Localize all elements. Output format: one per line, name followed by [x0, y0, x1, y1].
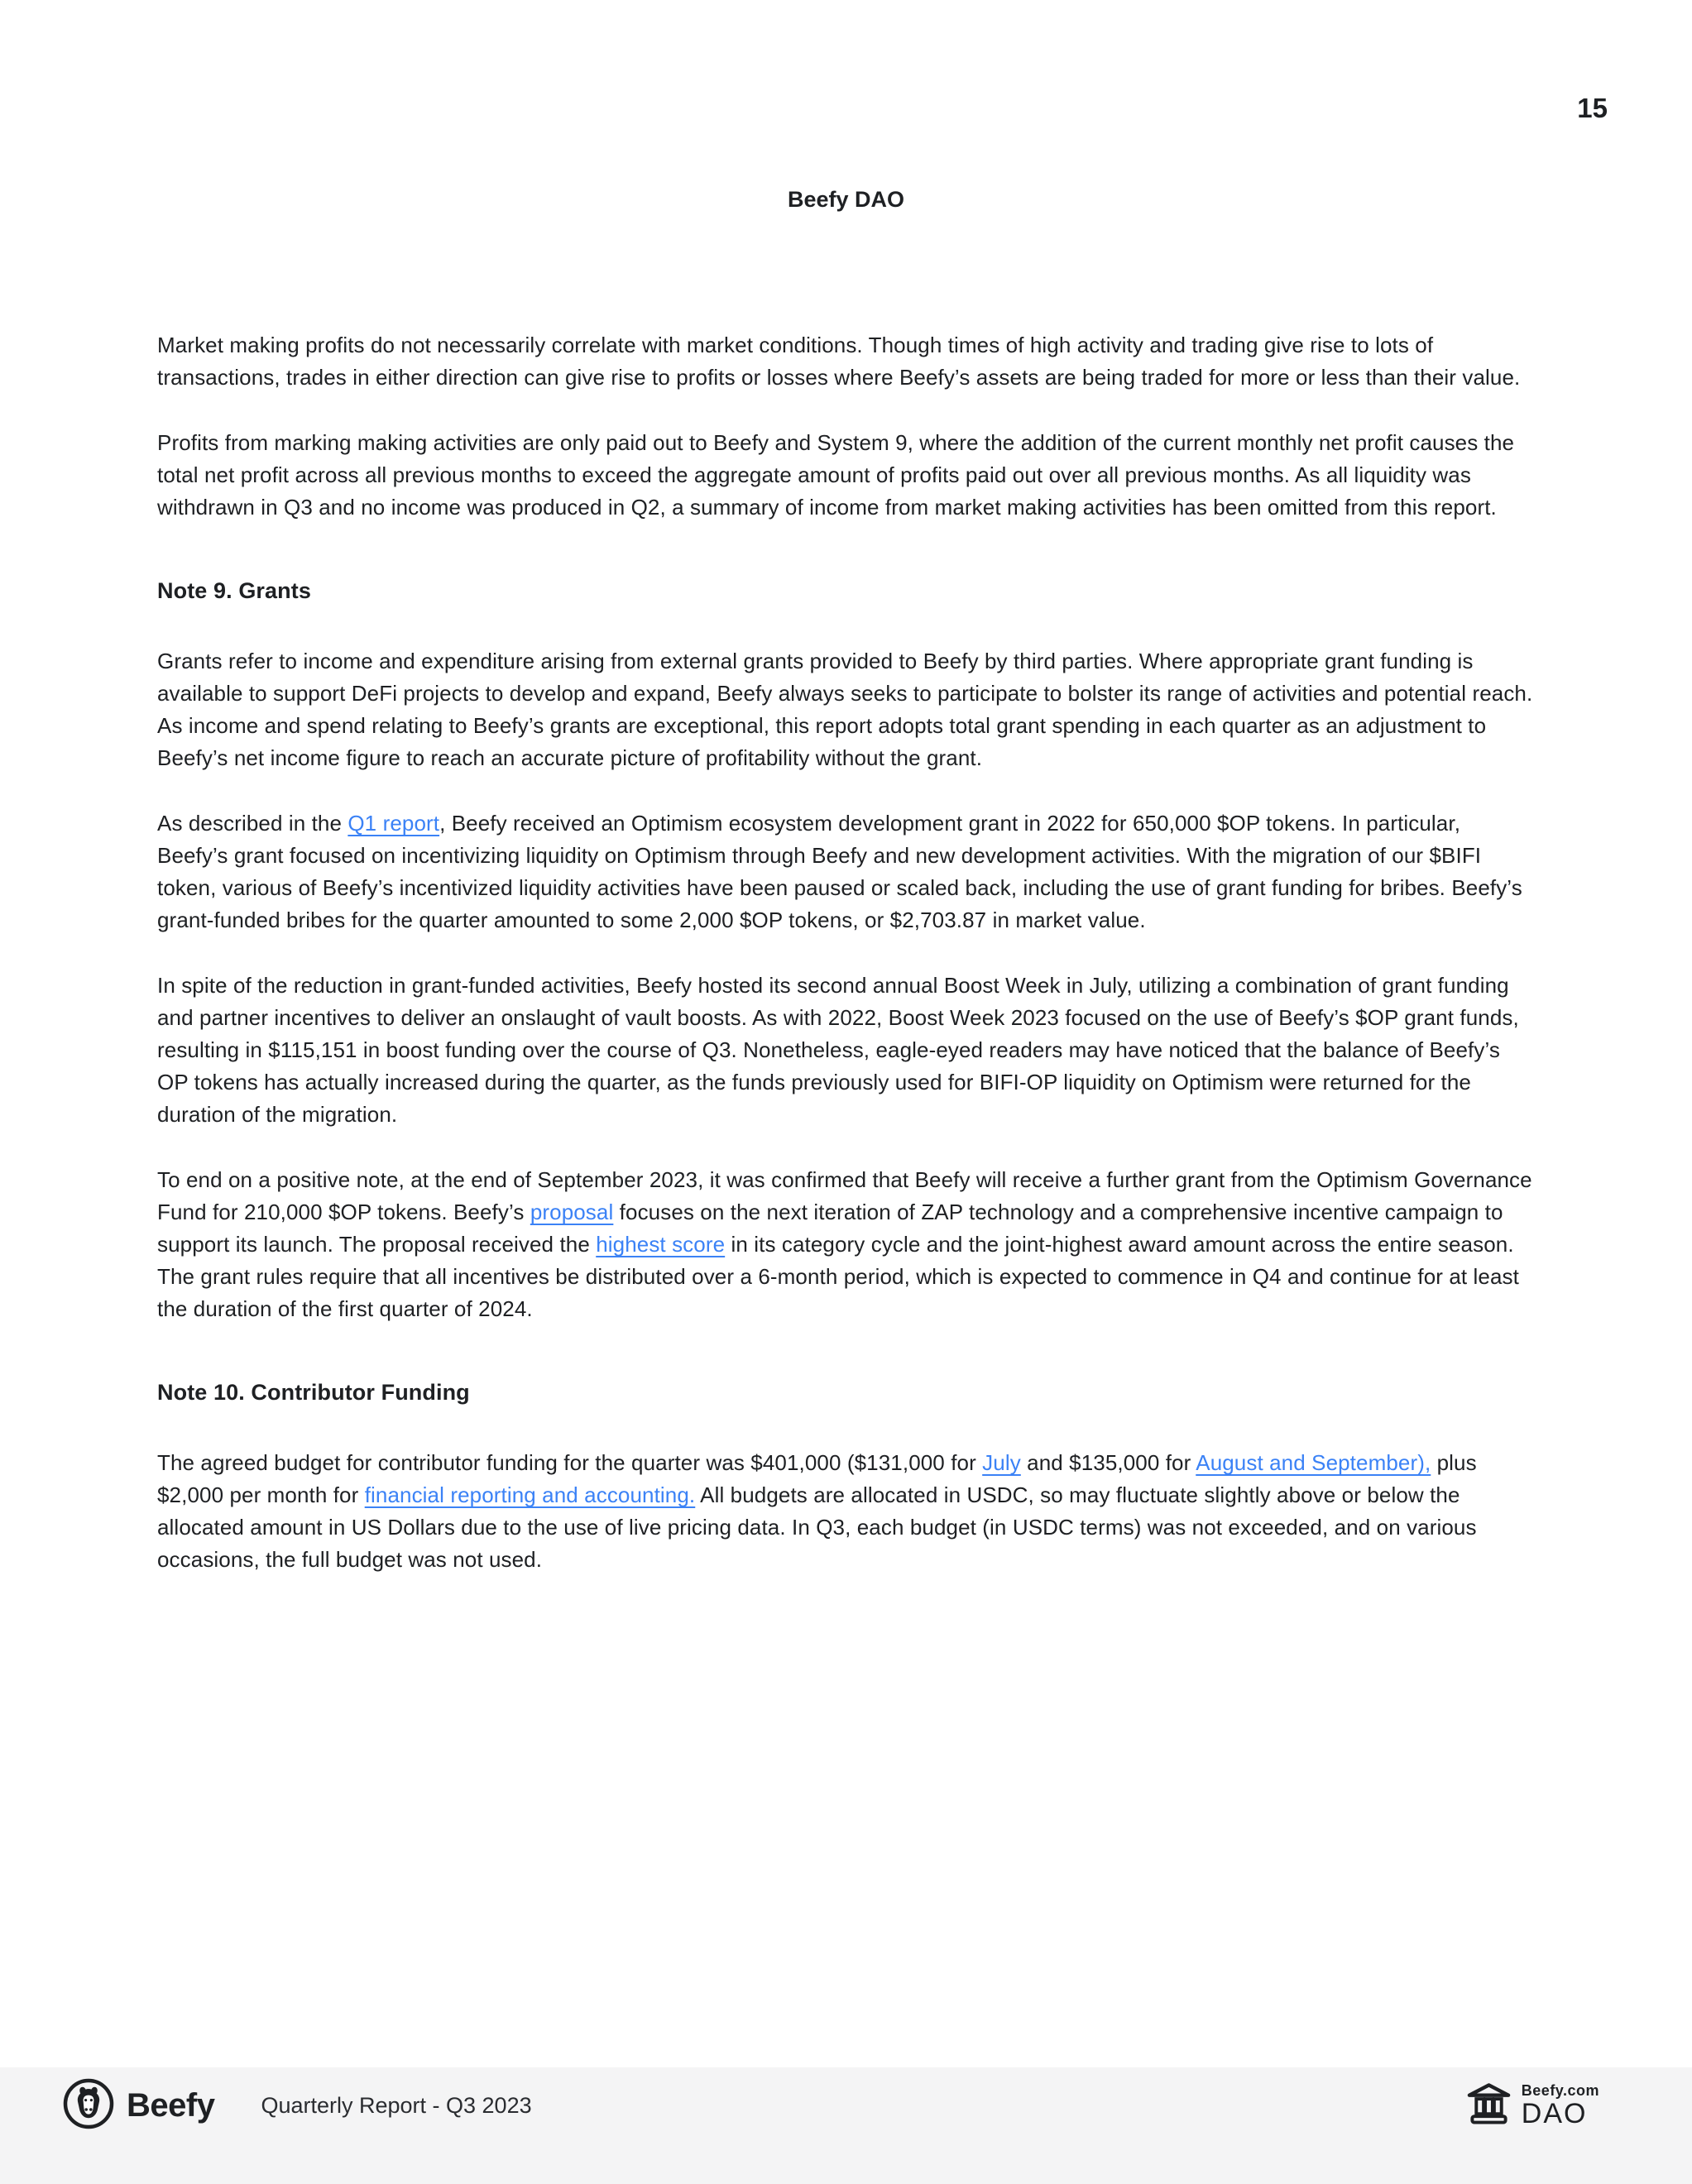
- text-segment: As described in the: [157, 811, 348, 836]
- footer: [0, 2067, 1692, 2184]
- paragraph-optimism-grant: [157, 807, 1535, 936]
- text-segment: focuses on the next iteration of ZAP technology and a comprehensive incentive campaign to support its launch. The proposal received the: [157, 1200, 1503, 1257]
- link-highest-score[interactable]: highest score: [596, 1232, 726, 1257]
- footer-dao-block: [1467, 2081, 1599, 2129]
- document-title: Beefy DAO: [787, 187, 905, 212]
- beefy-cow-logo-icon: [62, 2077, 115, 2134]
- paragraph-market-making: Market making profits do not necessarily correlate with market conditions. Though times of high activity and trading give rise to lots of transactions, trades in either direction can give rise to profits or losses where Beefy’s assets are being traded for more or less than their value.: [157, 333, 1521, 390]
- link-q1-report[interactable]: Q1 report: [348, 811, 440, 836]
- document-body: [157, 329, 1535, 1609]
- text-segment: and $135,000 for: [1020, 1450, 1196, 1475]
- footer-brand-block: [62, 2077, 532, 2134]
- section-heading-note-10-contributor-funding: Note 10. Contributor Funding: [157, 1380, 470, 1405]
- text-segment: plus $2,000 per month for: [157, 1450, 1477, 1507]
- text-segment: The agreed budget for contributor funding for the quarter was $401,000 ($131,000 for: [157, 1450, 983, 1475]
- paragraph-grants-intro: Grants refer to income and expenditure arising from external grants provided to Beefy by third parties. Where appropriate grant funding is available to support DeFi projects to develop and expand, Beefy always seeks to participate to bolster its range of activities and potential reach. As income and spend relating to Beefy’s grants are exceptional, this report adopts total grant spending in each quarter as an adjustment to Beefy’s net income figure to reach an accurate picture of profitability without the grant.: [157, 649, 1533, 770]
- text-segment: To end on a positive note, at the end of September 2023, it was confirmed that Beefy will receive a further grant from the Optimism Governance Fund for 210,000 $OP tokens. Beefy’s: [157, 1167, 1532, 1224]
- footer-site-label: Beefy.com: [1521, 2082, 1599, 2099]
- footer-brand-name: Beefy: [127, 2086, 215, 2124]
- footer-dao-label: DAO: [1521, 2098, 1588, 2129]
- link-july[interactable]: July: [982, 1450, 1021, 1475]
- text-segment: , Beefy received an Optimism ecosystem development grant in 2022 for 650,000 $OP tokens. In particular, Beefy’s grant focused on incentivizing liquidity on Optimism through Beefy and new development activities. With the migration of our $BIFI token, various of Beefy’s incentivized liquidity activities have been paused or scaled back, including the use of grant funding for bribes. Beefy’s grant-funded bribes for the quarter amounted to some 2,000 $OP tokens, or $2,703.87 in market value.: [157, 811, 1522, 932]
- paragraph-contributor-funding: [157, 1447, 1535, 1576]
- link-august-and-september[interactable]: August and September),: [1196, 1450, 1431, 1475]
- footer-dao-text: [1522, 2082, 1599, 2129]
- bank-icon: [1467, 2081, 1511, 2129]
- link-financial-reporting-and-accounting[interactable]: financial reporting and accounting.: [364, 1482, 696, 1507]
- text-segment: All budgets are allocated in USDC, so may fluctuate slightly above or below the allocated amount in US Dollars due to the use of live pricing data. In Q3, each budget (in USDC terms) was not exceeded, and on various occasions, the full budget was not used.: [157, 1482, 1477, 1572]
- paragraph-further-grant: [157, 1164, 1535, 1325]
- footer-inner: [0, 2067, 1692, 2143]
- paragraph-profits-payout: Profits from marking making activities are only paid out to Beefy and System 9, where the addition of the current monthly net profit causes the total net profit across all previous months to exceed the aggregate amount of profits paid out over all previous months. As all liquidity was withdrawn in Q3 and no income was produced in Q2, a summary of income from market making activities has been omitted from this report.: [157, 430, 1515, 520]
- section-heading-note-9-grants: Note 9. Grants: [157, 578, 311, 603]
- page-number: 15: [1577, 93, 1608, 123]
- text-segment: in its category cycle and the joint-highest award amount across the entire season. The grant rules require that all incentives be distributed over a 6-month period, which is expected to commence in Q4 and continue for at least the duration of the first quarter of 2024.: [157, 1232, 1519, 1321]
- paragraph-boost-week: In spite of the reduction in grant-funded activities, Beefy hosted its second annual Boost Week in July, utilizing a combination of grant funding and partner incentives to deliver an onslaught of vault boosts. As with 2022, Boost Week 2023 focused on the use of Beefy’s $OP grant funds, resulting in $115,151 in boost funding over the course of Q3. Nonetheless, eagle-eyed readers may have noticed that the balance of Beefy’s OP tokens has actually increased during the quarter, as the funds previously used for BIFI-OP liquidity on Optimism were returned for the duration of the migration.: [157, 973, 1519, 1127]
- link-proposal[interactable]: proposal: [530, 1200, 614, 1224]
- footer-report-title: Quarterly Report - Q3 2023: [261, 2092, 532, 2118]
